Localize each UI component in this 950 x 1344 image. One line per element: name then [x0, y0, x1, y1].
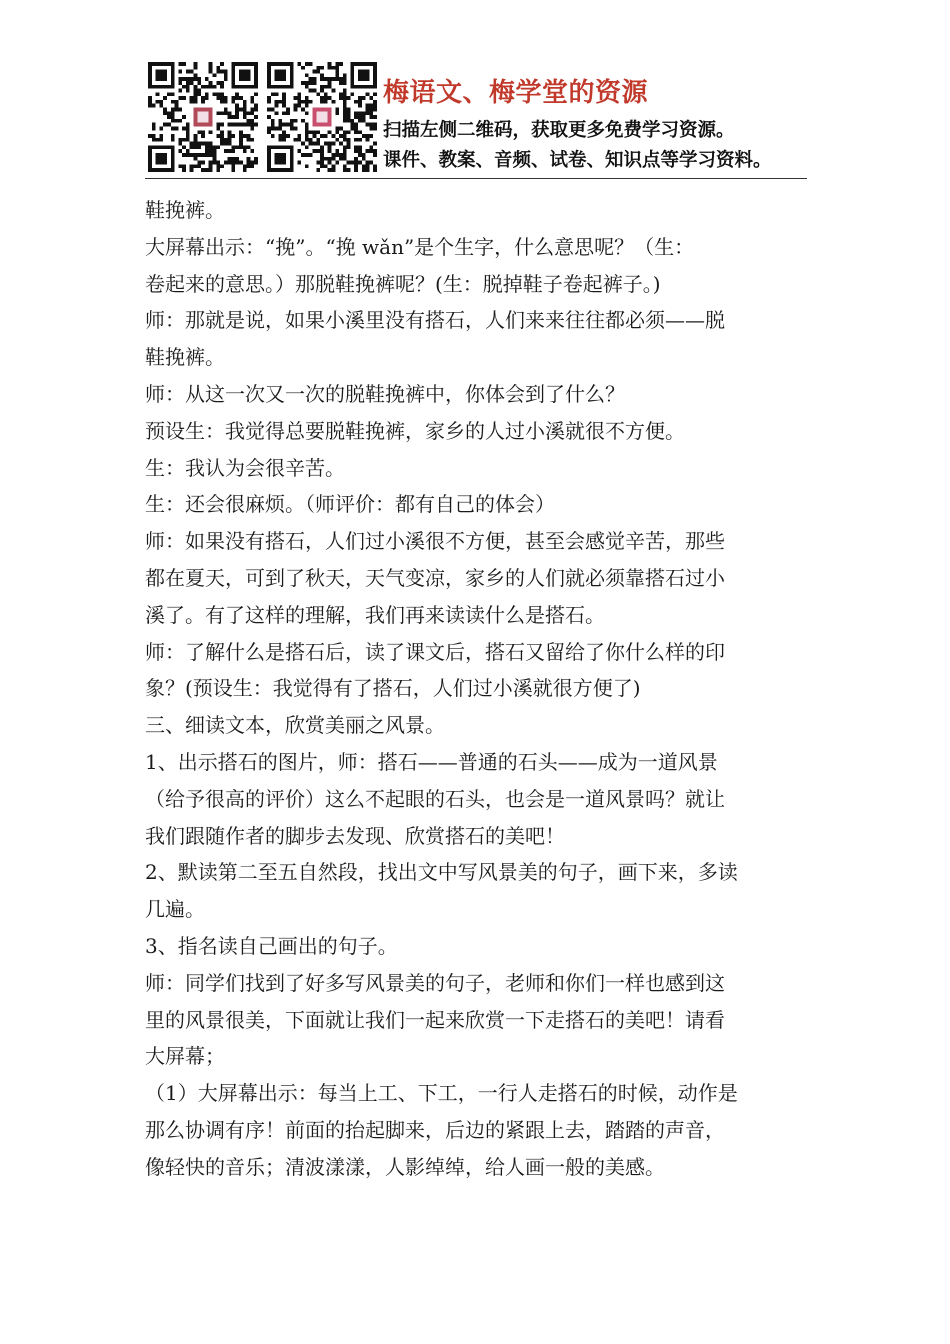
- text-line: 都在夏天，可到了秋天，天气变凉，家乡的人们就必须靠搭石过小: [145, 565, 725, 590]
- text-line: 像轻快的音乐；清波漾漾，人影绰绰，给人画一般的美感。: [145, 1154, 665, 1179]
- text-line: 鞋挽裤。: [145, 198, 225, 222]
- text-line: 师：从这一次又一次的脱鞋挽裤中，你体会到了什么？: [145, 381, 625, 406]
- header-line-2: 课件、教案、音频、试卷、知识点等学习资料。: [383, 150, 772, 171]
- text-line: 象？(预设生：我觉得有了搭石，人们过小溪就很方便了): [145, 676, 641, 701]
- text-line: 预设生：我觉得总要脱鞋挽裤，家乡的人过小溪就很不方便。: [145, 418, 685, 443]
- text-line: 溪了。有了这样的理解，我们再来读读什么是搭石。: [145, 602, 605, 627]
- text-line: 生：我认为会很辛苦。: [145, 455, 345, 480]
- text-line: 生：还会很麻烦。（师评价：都有自己的体会）: [145, 492, 555, 517]
- text-line: 我们跟随作者的脚步去发现、欣赏搭石的美吧！: [145, 823, 565, 848]
- text-line: （给予很高的评价）这么不起眼的石头，也会是一道风景吗？就让: [145, 786, 725, 811]
- text-line: 师：那就是说，如果小溪里没有搭石，人们来来往往都必须——脱: [145, 308, 725, 333]
- text-line: 里的风景很美，下面就让我们一起来欣赏一下走搭石的美吧！请看: [145, 1007, 725, 1032]
- text-line: 1、出示搭石的图片，师：搭石——普通的石头——成为一道风景: [145, 749, 718, 774]
- text-line: 3、指名读自己画出的句子。: [145, 933, 398, 958]
- header-line-1: 扫描左侧二维码，获取更多免费学习资源。: [383, 120, 735, 141]
- text-line: 鞋挽裤。: [145, 345, 225, 370]
- qr-code-right[interactable]: [267, 62, 377, 172]
- text-line: 卷起来的意思。）那脱鞋挽裤呢？(生：脱掉鞋子卷起裤子。): [145, 271, 661, 296]
- qr-code-left[interactable]: [148, 62, 258, 172]
- text-line: 几遍。: [145, 897, 205, 922]
- text-line: （1）大屏幕出示：每当上工、下工，一行人走搭石的时候，动作是: [145, 1081, 738, 1106]
- resource-header: [145, 60, 807, 179]
- text-line: 大屏幕出示：“挽”。“挽 wǎn”是个生字，什么意思呢？（生：: [145, 234, 695, 259]
- text-line: 那么协调有序！前面的抬起脚来，后边的紧跟上去，踏踏的声音，: [145, 1117, 725, 1142]
- section-heading: 三、细读文本，欣赏美丽之风景。: [145, 713, 445, 738]
- document-body: [145, 192, 807, 1186]
- text-line: 师：同学们找到了好多写风景美的句子，老师和你们一样也感到这: [145, 970, 725, 995]
- text-line: 2、默读第二至五自然段，找出文中写风景美的句子，画下来，多读: [145, 860, 738, 885]
- header-title: 梅语文、梅学堂的资源: [383, 78, 649, 108]
- text-line: 大屏幕；: [145, 1044, 225, 1069]
- text-line: 师：如果没有搭石，人们过小溪很不方便，甚至会感觉辛苦，那些: [145, 529, 725, 554]
- text-line: 师：了解什么是搭石后，读了课文后，搭石又留给了你什么样的印: [145, 639, 725, 664]
